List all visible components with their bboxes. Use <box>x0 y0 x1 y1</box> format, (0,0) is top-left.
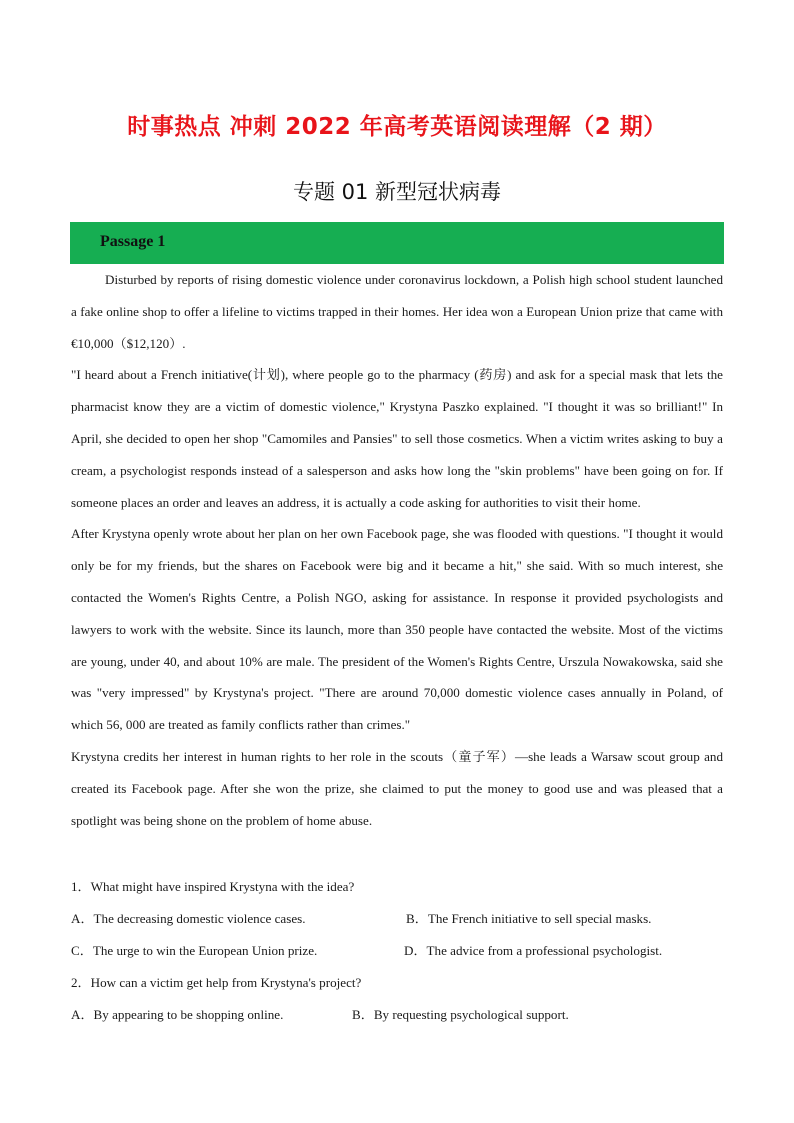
passage-label: Passage 1 <box>100 233 166 250</box>
question-2-option-a: A．By appearing to be shopping online. <box>71 1007 284 1022</box>
page-subtitle: 专题 01 新型冠状病毒 <box>292 180 502 204</box>
question-1-stem: 1．What might have inspired Krystyna with the idea? <box>71 879 355 894</box>
passage-paragraph-3: After Krystyna openly wrote about her plan on her own Facebook page, she was flooded with questions. "I thought it would only be for my friends, but the shares on Facebook were big and it became a hit," she said. With so much interest, she contacted the Women's Rights Centre, a Polish NGO, asking for assistance. In response it provided psychologists and lawyers to work with the website. Since its launch, more than 350 people have contacted the website. Most of the victims are young, under 40, and about 10% are male. The president of the Women's Rights Centre, Urszula Nowakowska, said she was "very impressed" by Krystyna's project. "There are around 70,000 domestic violence cases annually in Poland, of which 56, 000 are treated as family conflicts rather than crimes." <box>71 526 723 733</box>
question-1-option-c: C．The urge to win the European Union prize. <box>71 943 318 958</box>
page-title: 时事热点 冲刺 2022 年高考英语阅读理解（2 期） <box>127 114 667 140</box>
passage-body <box>71 264 723 836</box>
question-1-option-a: A．The decreasing domestic violence cases. <box>71 911 306 926</box>
passage-paragraph-1: Disturbed by reports of rising domestic violence under coronavirus lockdown, a Polish high school student launched a fake online shop to offer a lifeline to victims trapped in their homes. Her idea won a European Union prize that came with €10,000（$12,120）. <box>71 272 723 351</box>
passage-paragraph-4: Krystyna credits her interest in human rights to her role in the scouts（童子军）—she leads a Warsaw scout group and created its Facebook page. After she won the prize, she claimed to put the money to good use and was pleased that a spotlight was being shone on the problem of home abuse. <box>71 748 723 828</box>
question-1-option-d: D．The advice from a professional psychologist. <box>404 943 663 958</box>
passage-paragraph-2: "I heard about a French initiative(计划), where people go to the pharmacy (药房) and ask for a special mask that lets the pharmacist know they are a victim of domestic violence," Krystyna Paszko explained. "I thought it was so brilliant!" In April, she decided to open her shop "Camomiles and Pansies" to sell those cosmetics. When a victim writes asking to buy a cream, a psychologist responds instead of a salesperson and asks how long the "skin problems" have been going on for. If someone places an order and leaves an address, it is actually a code asking for authorities to visit their home. <box>71 367 723 510</box>
question-2-stem: 2．How can a victim get help from Krystyna's project? <box>71 975 362 990</box>
question-1-option-b: B．The French initiative to sell special masks. <box>406 911 652 926</box>
passage-header-bar <box>70 222 724 264</box>
question-2-option-b: B．By requesting psychological support. <box>352 1007 569 1022</box>
